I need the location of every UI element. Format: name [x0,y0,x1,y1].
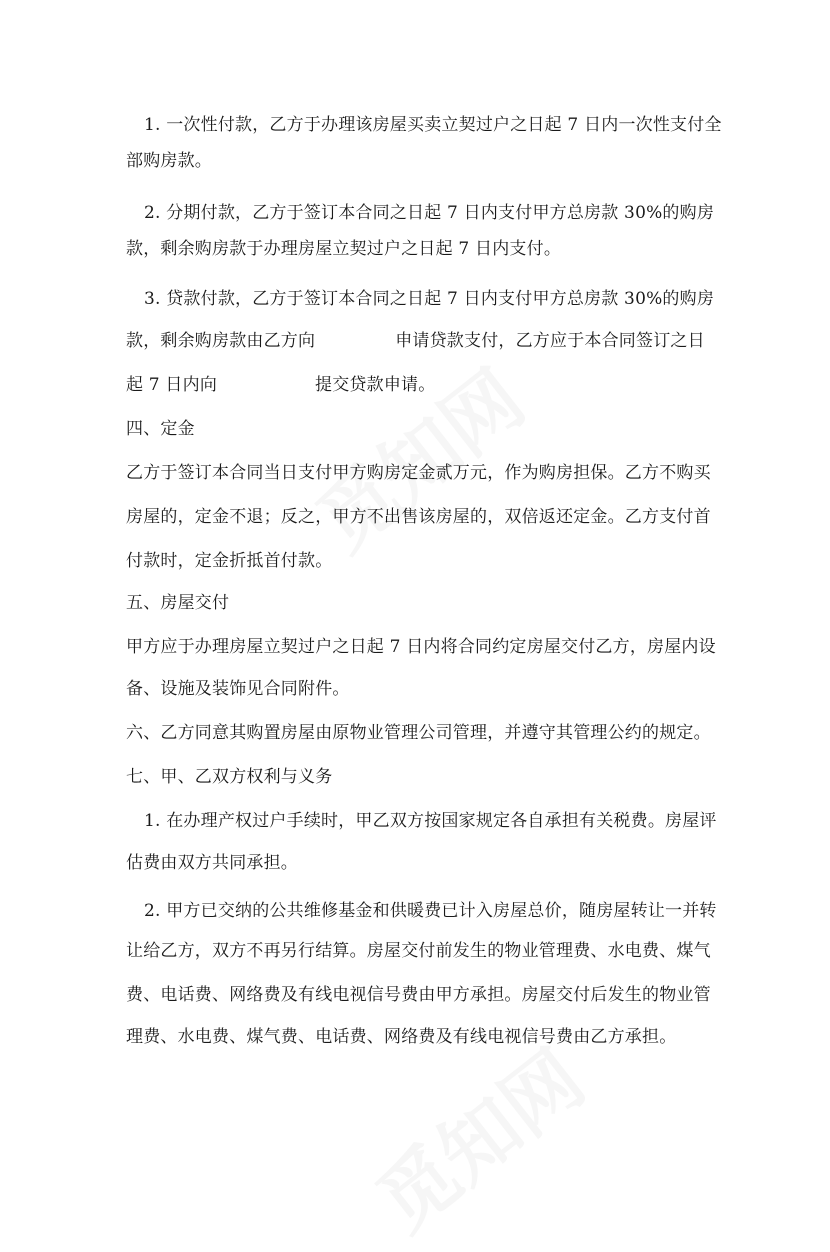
paragraph-2-line-2: 款，剩余购房款于办理房屋立契过户之日起 7 日内支付。 [126,239,562,259]
section-5-line-1: 甲方应于办理房屋立契过户之日起 7 日内将合同约定房屋交付乙方，房屋内设 [126,637,716,657]
section-7-item-2-line-2: 让给乙方，双方不再另行结算。房屋交付前发生的物业管理费、水电费、煤气 [126,941,711,961]
paragraph-3-line-3 [126,374,435,396]
section-7-item-2-line-1: 2. 甲方已交纳的公共维修基金和供暖费已计入房屋总价，随房屋转让一并转 [144,901,717,921]
section-4-line-2: 房屋的，定金不退；反之，甲方不出售该房屋的，双倍返还定金。乙方支付首 [126,507,711,527]
section-7-item-1-line-1: 1. 在办理产权过户手续时，甲乙双方按国家规定各自承担有关税费。房屋评 [144,811,717,831]
section-5-heading: 五、房屋交付 [126,593,230,613]
section-7-item-2-line-3: 费、电话费、网络费及有线电视信号费由甲方承担。房屋交付后发生的物业管 [126,985,711,1005]
paragraph-1-line-2: 部购房款。 [126,151,212,171]
paragraph-3-line-2-part-b: 申请贷款支付，乙方应于本合同签订之日 [395,331,705,351]
paragraph-3-line-2 [126,330,705,352]
watermark [350,1020,603,1252]
section-7-item-2-line-4: 理费、水电费、煤气费、电话费、网络费及有线电视信号费由乙方承担。 [126,1027,677,1047]
section-5-line-2: 备、设施及装饰见合同附件。 [126,679,350,699]
paragraph-1-line-1: 1. 一次性付款，乙方于办理该房屋买卖立契过户之日起 7 日内一次性支付全 [144,115,722,135]
paragraph-3-line-2-part-a: 款，剩余购房款由乙方向 [126,331,316,351]
section-7-item-1-line-2: 估费由双方共同承担。 [126,853,298,873]
paragraph-3-line-3-part-a: 起 7 日内向 [126,375,218,395]
section-6-heading: 六、乙方同意其购置房屋由原物业管理公司管理，并遵守其管理公约的规定。 [126,723,711,743]
section-4-line-1: 乙方于签订本合同当日支付甲方购房定金贰万元，作为购房担保。乙方不购买 [126,463,711,483]
section-4-heading: 四、定金 [126,419,195,439]
paragraph-3-line-1: 3. 贷款付款，乙方于签订本合同之日起 7 日内支付甲方总房款 30%的购房 [144,289,715,309]
paragraph-3-line-3-part-b: 提交贷款申请。 [315,375,436,395]
paragraph-2-line-1: 2. 分期付款，乙方于签订本合同之日起 7 日内支付甲方总房款 30%的购房 [144,203,715,223]
section-7-heading: 七、甲、乙双方权利与义务 [126,767,333,787]
section-4-line-3: 付款时，定金折抵首付款。 [126,551,333,571]
